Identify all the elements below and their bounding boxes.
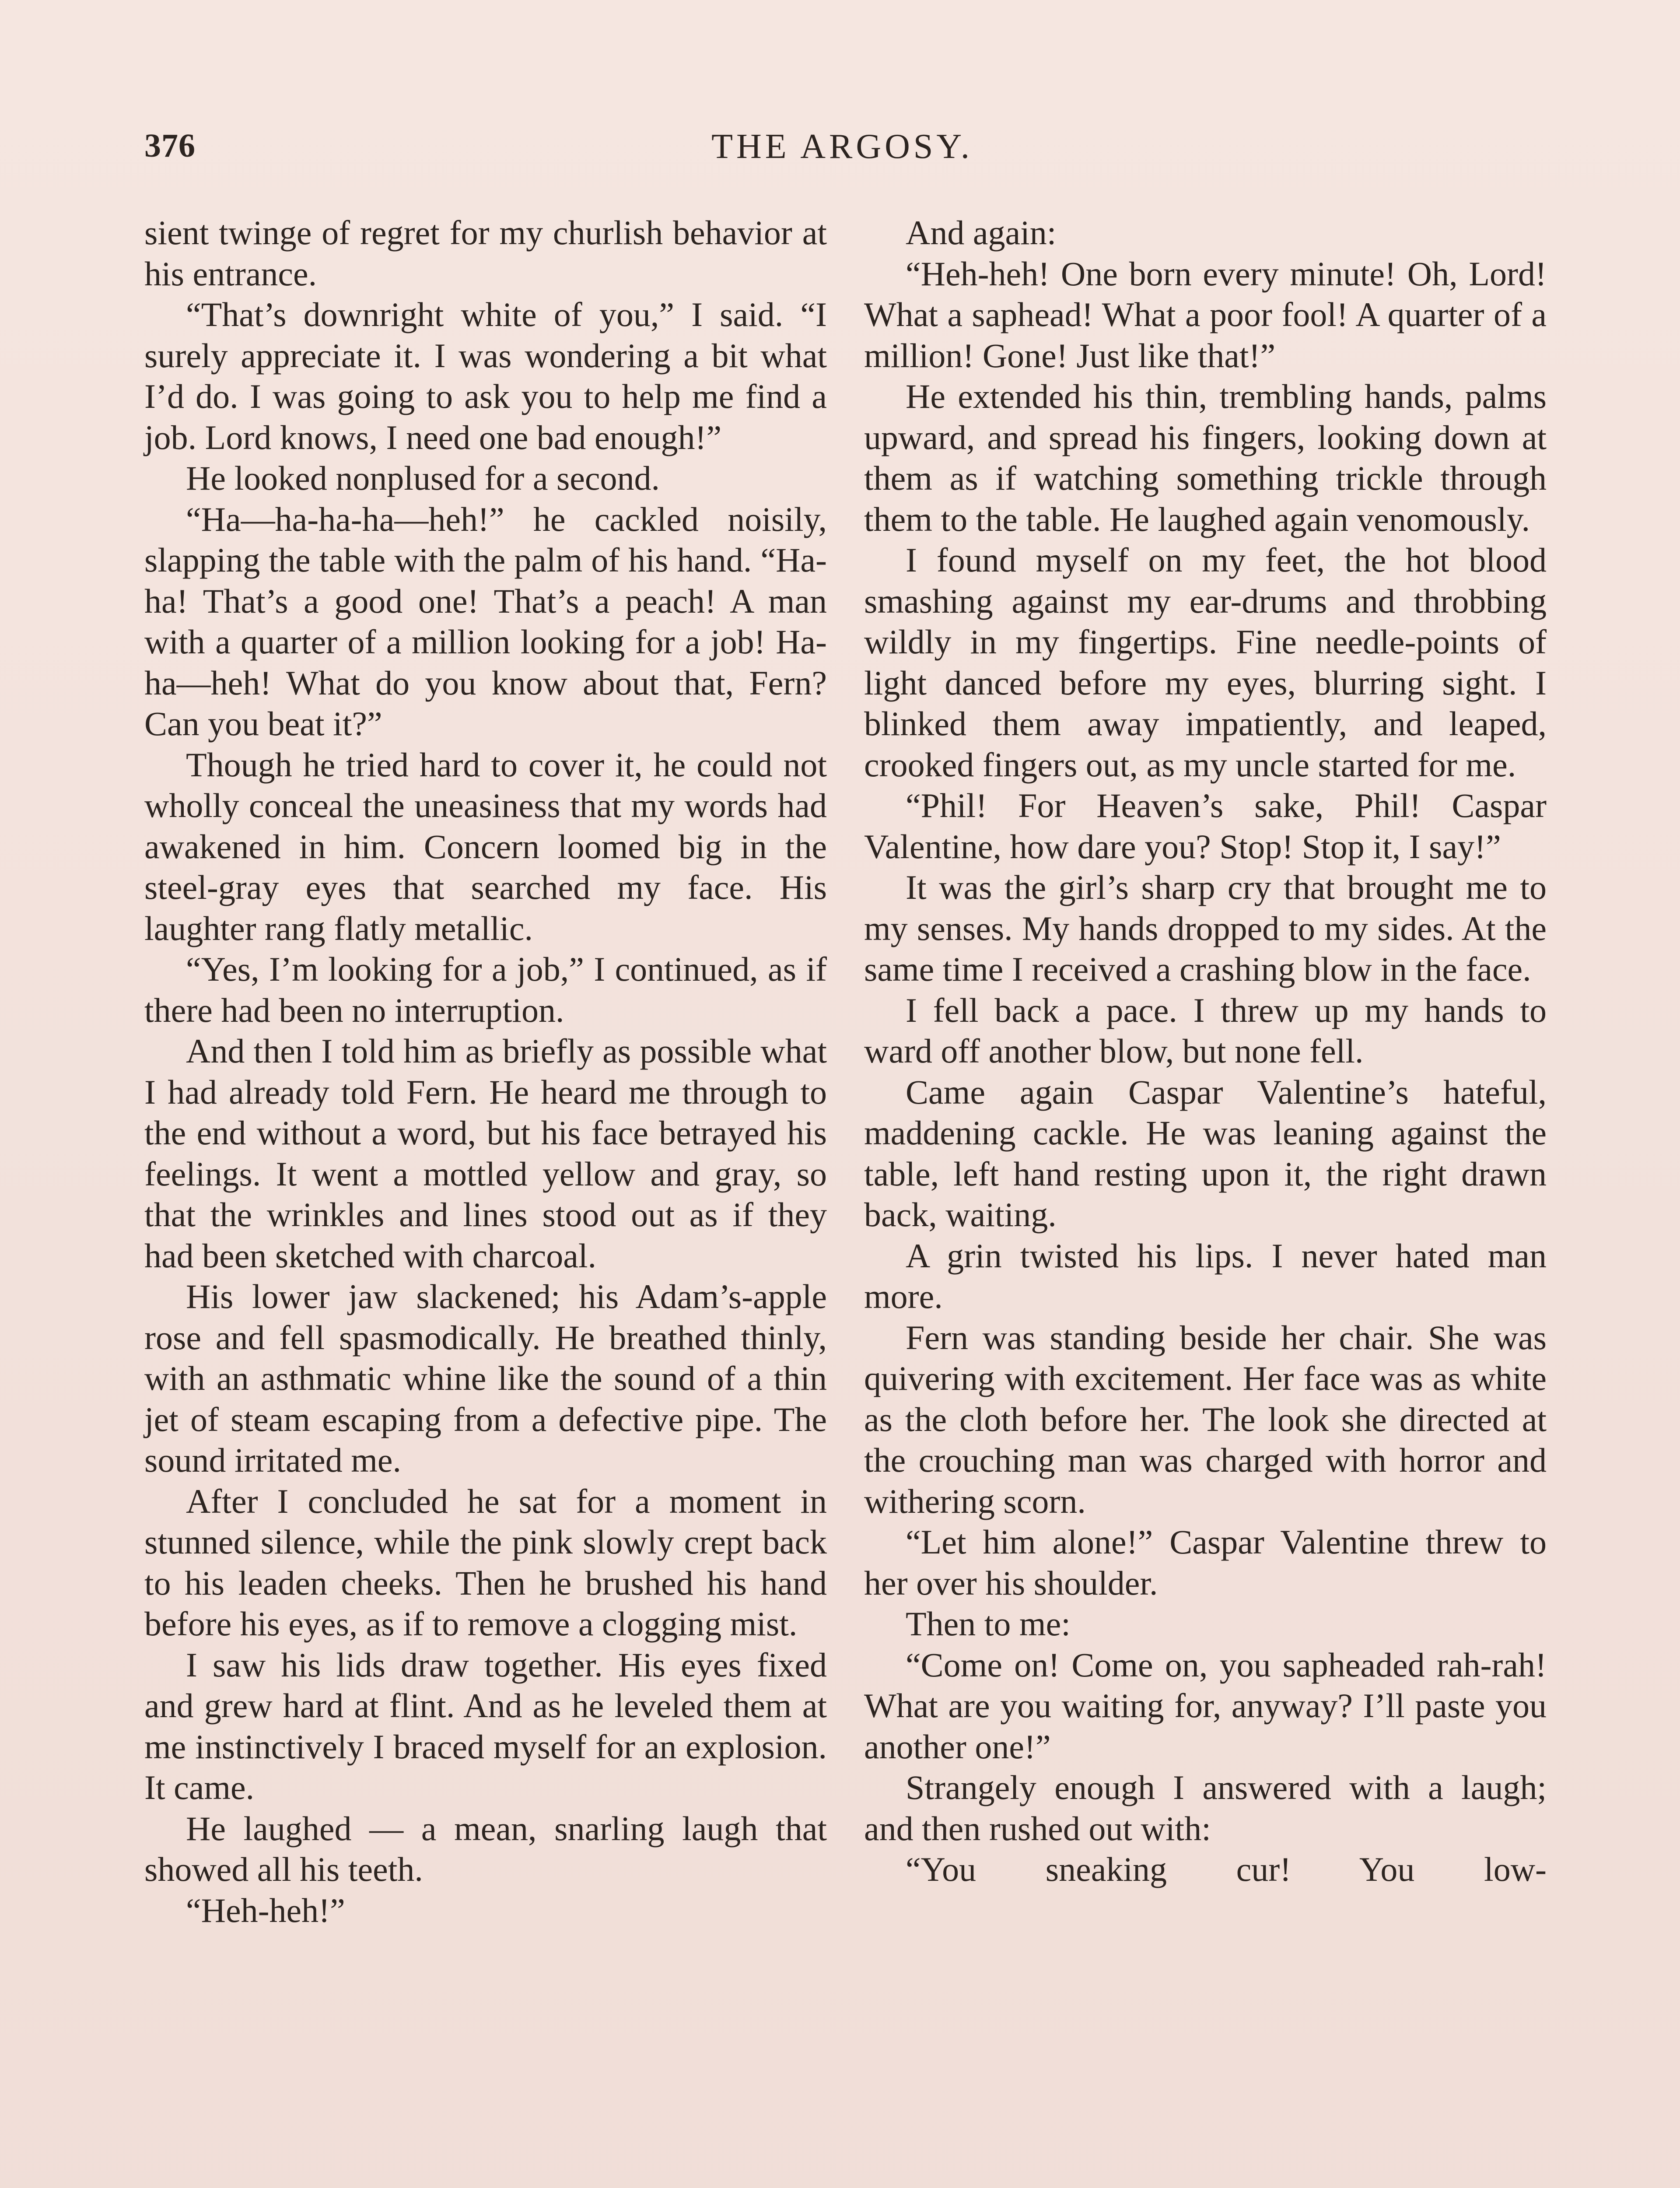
paragraph: He extended his thin, trembling hands, palms upward, and spread his fingers, looking down at them as if watching something trickle through them to the table. He laughed again venomously. (864, 377, 1547, 538)
paragraph: I fell back a pace. I threw up my hands to ward off another blow, but none fell. (864, 991, 1547, 1070)
paragraph: He looked nonplused for a second. (186, 459, 660, 497)
paragraph: After I concluded he sat for a moment in stunned silence, while the pink slowly crept back to his leaden cheeks. Then he brushed his hand before his eyes, as if to remove a clogging mist. (144, 1482, 827, 1643)
paragraph: I found myself on my feet, the hot blood smashing against my ear-drums and throbbing wildly in my fingertips. Fine needle-points of light danced before my eyes, blurring sight. I blinked them away impatiently, and leaped, crooked fingers out, as my uncle started for me. (864, 541, 1547, 784)
paragraph: And then I told him as briefly as possible what I had already told Fern. He heard me through to the end without a word, but his face betrayed his feelings. It went a mottled yellow and gray, so that the wrinkles and lines stood out as if they had been sketched with charcoal. (144, 1032, 827, 1275)
paragraph: Then to me: (906, 1605, 1071, 1643)
left-column (144, 212, 827, 1931)
paragraph: A grin twisted his lips. I never hated man more. (864, 1236, 1547, 1315)
paragraph: “Ha—ha-ha-ha—heh!” he cackled noisily, slapping the table with the palm of his hand. “Ha-ha! That’s a good one! That’s a peach! A man with a quarter of a million looking for a job! Ha-ha—heh! What do you know about that, Fern? Can you beat it?” (144, 500, 827, 743)
paragraph: Though he tried hard to cover it, he could not wholly conceal the uneasiness that my words had awakened in him. Concern loomed big in the steel-gray eyes that searched my face. His laughter rang flatly metallic. (144, 745, 827, 947)
paragraph: I saw his lids draw together. His eyes fixed and grew hard at flint. And as he leveled them at me instinctively I braced myself for an explosion. It came. (144, 1645, 827, 1806)
paragraph: “That’s downright white of you,” I said. “I surely appreciate it. I was wondering a bit what I’d do. I was going to ask you to help me find a job. Lord knows, I need one bad enough!” (144, 295, 827, 456)
paragraph: Strangely enough I answered with a laugh; and then rushed out with: (864, 1768, 1547, 1848)
running-head (144, 127, 1540, 179)
paragraph: “Come on! Come on, you sapheaded rah-rah! What are you waiting for, anyway? I’ll paste you another one!” (864, 1645, 1547, 1766)
paragraph: sient twinge of regret for my churlish behavior at his entrance. (144, 214, 827, 293)
paragraph: “You sneaking cur! You low- (906, 1850, 1547, 1888)
paragraph: Came again Caspar Valentine’s hateful, maddening cackle. He was leaning against the table, left hand resting upon it, the right drawn back, waiting. (864, 1073, 1547, 1234)
paragraph: He laughed — a mean, snarling laugh that showed all his teeth. (144, 1809, 827, 1888)
page-number: 376 (144, 127, 196, 164)
paragraph: “Heh-heh! One born every minute! Oh, Lord! What a saphead! What a poor fool! A quarter of a million! Gone! Just like that!” (864, 254, 1547, 375)
paragraph: “Yes, I’m looking for a job,” I continued, as if there had been no interruption. (144, 950, 827, 1029)
paragraph: Fern was standing beside her chair. She was quivering with excitement. Her face was as white as the cloth before her. The look she directed at the crouching man was charged with horror and withering scorn. (864, 1318, 1547, 1520)
paragraph: “Heh-heh!” (186, 1891, 345, 1929)
right-column (864, 212, 1547, 1890)
paragraph: “Let him alone!” Caspar Valentine threw to her over his shoulder. (864, 1523, 1547, 1602)
magazine-title: THE ARGOSY. (711, 127, 973, 166)
paragraph: His lower jaw slackened; his Adam’s-apple rose and fell spasmodically. He breathed thinly, with an asthmatic whine like the sound of a thin jet of steam escaping from a defective pipe. The sound irritated me. (144, 1277, 827, 1479)
paragraph: “Phil! For Heaven’s sake, Phil! Caspar Valentine, how dare you? Stop! Stop it, I say!” (864, 786, 1547, 866)
paragraph: And again: (906, 214, 1057, 252)
paragraph: It was the girl’s sharp cry that brought me to my senses. My hands dropped to my sides. At the same time I received a crashing blow in the face. (864, 868, 1547, 988)
